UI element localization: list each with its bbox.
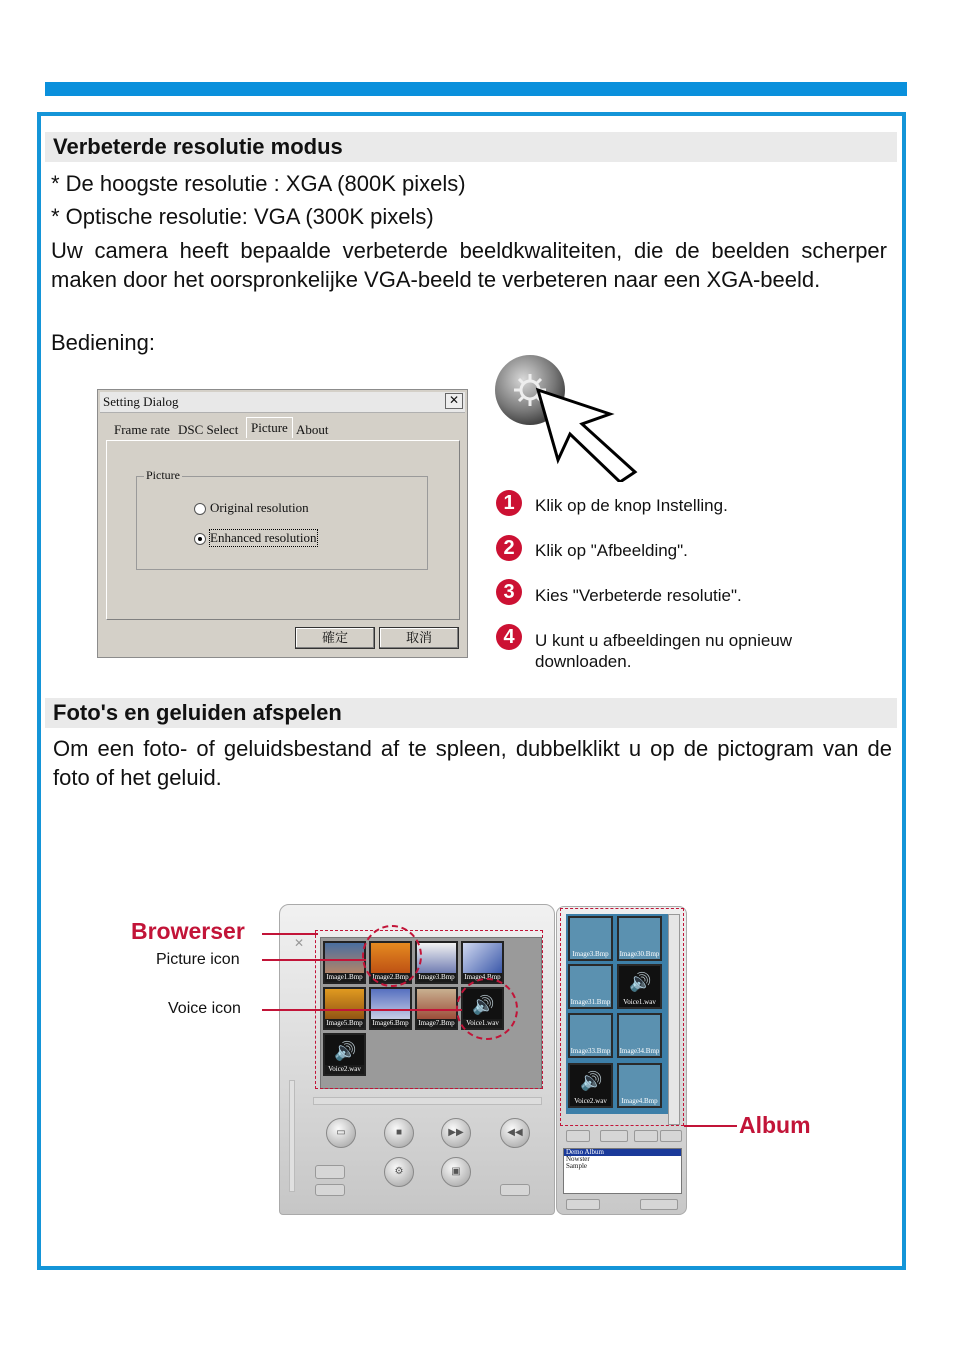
thumb-image7[interactable]: Image7.Bmp (415, 987, 458, 1030)
album-thumb-voice2[interactable]: 🔊 Voice2.wav (568, 1063, 613, 1108)
voice-icon: 🔊 (472, 995, 495, 1015)
album-leader-line (684, 1125, 737, 1127)
voice-icon-leader-line (262, 1009, 462, 1011)
picture-icon-label: Picture icon (156, 951, 240, 968)
volume-slider[interactable] (289, 1080, 295, 1192)
next-button[interactable]: ▶▶ (441, 1118, 471, 1148)
album-tool-button-2[interactable] (600, 1130, 628, 1142)
ok-button[interactable]: 確定 (295, 627, 375, 649)
browser-leader-line (262, 933, 318, 935)
cursor-arrow-icon (538, 390, 635, 482)
step-2-badge: 2 (496, 535, 522, 561)
album-thumb-image3[interactable]: Image3.Bmp (568, 916, 613, 961)
album-highlight (560, 908, 684, 1126)
album-thumb-image33[interactable]: Image33.Bmp (568, 1013, 613, 1058)
section-heading-play-media: Foto's en geluiden afspelen (45, 698, 897, 728)
thumb-image6[interactable]: Image6.Bmp (369, 987, 412, 1030)
step-3-badge: 3 (496, 579, 522, 605)
album-list-item[interactable]: Sample (566, 1162, 587, 1170)
section-heading-enhanced-resolution: Verbeterde resolutie modus (45, 132, 897, 162)
voice-icon: 🔊 (334, 1041, 357, 1061)
step-3-text: Kies "Verbeterde resolutie". (535, 586, 742, 605)
album-new-button[interactable] (640, 1199, 678, 1210)
voice-icon-highlight (456, 978, 518, 1040)
step-4-text: U kunt u afbeeldingen nu opnieuw downloaden. (535, 631, 793, 671)
enhanced-resolution-label[interactable]: Enhanced resolution (210, 530, 317, 545)
picture-icon-leader-line (262, 959, 366, 961)
picture-group (136, 476, 428, 570)
album-thumb-voice1[interactable]: 🔊 Voice1.wav (617, 964, 662, 1009)
thumb-voice1[interactable]: 🔊 Voice1.wav (461, 987, 504, 1030)
tab-about[interactable]: About (296, 422, 329, 437)
album-tool-button-1[interactable] (566, 1130, 590, 1142)
thumb-voice2[interactable]: 🔊 Voice2.wav (323, 1033, 366, 1076)
operation-label: Bediening: (51, 330, 155, 355)
album-tool-button-3[interactable] (634, 1130, 658, 1142)
voice-icon: 🔊 (629, 972, 652, 992)
mode-toggle[interactable] (315, 1165, 345, 1179)
album-list-item[interactable]: Nowster (566, 1155, 590, 1163)
enhanced-resolution-paragraph: Uw camera heeft bepaalde verbeterde beeldkwaliteiten, die de beelden scherper maken door het oorspronkelijke VGA-beeld te verbeteren naar een XGA-beeld. (51, 238, 887, 292)
settings-button-cursor-illustration (490, 352, 640, 482)
step-2-text: Klik op "Afbeelding". (535, 541, 688, 560)
album-back-button[interactable] (566, 1199, 600, 1210)
menu-button[interactable] (500, 1184, 530, 1196)
voice-icon: 🔊 (580, 1071, 603, 1091)
tab-picture[interactable]: Picture (246, 417, 293, 438)
thumb-image4[interactable]: Image4.Bmp (461, 941, 504, 984)
minimize-button[interactable] (315, 1184, 345, 1196)
step-4-badge: 4 (496, 624, 522, 650)
close-icon[interactable]: ✕ (294, 936, 305, 950)
album-thumb-image31[interactable]: Image31.Bmp (568, 964, 613, 1009)
voice-icon-label: Voice icon (168, 1000, 241, 1017)
cancel-button[interactable]: 取消 (379, 627, 459, 649)
play-media-paragraph: Om een foto- of geluidsbestand af te spleen, dubbelklikt u op de pictogram van de foto of het geluid. (53, 736, 892, 790)
close-icon[interactable]: ✕ (445, 393, 463, 409)
original-resolution-label[interactable]: Original resolution (210, 500, 309, 515)
thumb-image3[interactable]: Image3.Bmp (415, 941, 458, 984)
tab-frame-rate[interactable]: Frame rate (114, 422, 170, 437)
thumb-image5[interactable]: Image5.Bmp (323, 987, 366, 1030)
settings-button[interactable]: ⚙ (384, 1157, 414, 1187)
setting-dialog (97, 389, 468, 658)
album-thumb-image34[interactable]: Image34.Bmp (617, 1013, 662, 1058)
previous-button[interactable]: ◀◀ (500, 1118, 530, 1148)
album-thumb-image4[interactable]: Image4.Bmp (617, 1063, 662, 1108)
dialog-title: Setting Dialog (100, 392, 465, 413)
step-1-badge: 1 (496, 490, 522, 516)
top-blue-bar (45, 82, 907, 96)
step-1-text: Klik op de knop Instelling. (535, 496, 728, 515)
seek-bar[interactable] (313, 1097, 542, 1105)
highest-resolution-line: * De hoogste resolutie : XGA (800K pixels) (51, 171, 466, 196)
enhanced-resolution-radio[interactable] (194, 533, 206, 545)
picture-group-label: Picture (146, 468, 180, 482)
capture-button[interactable]: ▣ (441, 1157, 471, 1187)
album-label: Album (739, 1112, 811, 1138)
album-list-item[interactable]: Demo Album (564, 1149, 681, 1156)
picture-icon-highlight (362, 925, 422, 987)
original-resolution-radio[interactable] (194, 503, 206, 515)
optical-resolution-line: * Optische resolutie: VGA (300K pixels) (51, 204, 434, 229)
browser-label: Browerser (131, 918, 245, 944)
album-delete-button[interactable] (660, 1130, 682, 1142)
tab-dsc-select[interactable]: DSC Select (178, 422, 239, 437)
album-thumb-image30[interactable]: Image30.Bmp (617, 916, 662, 961)
thumb-image1[interactable]: Image1.Bmp (323, 941, 366, 984)
thumb-image2[interactable]: Image2.Bmp (369, 941, 412, 984)
export-button[interactable]: ▭ (326, 1118, 356, 1148)
stop-button[interactable]: ■ (384, 1118, 414, 1148)
album-list (563, 1148, 682, 1194)
